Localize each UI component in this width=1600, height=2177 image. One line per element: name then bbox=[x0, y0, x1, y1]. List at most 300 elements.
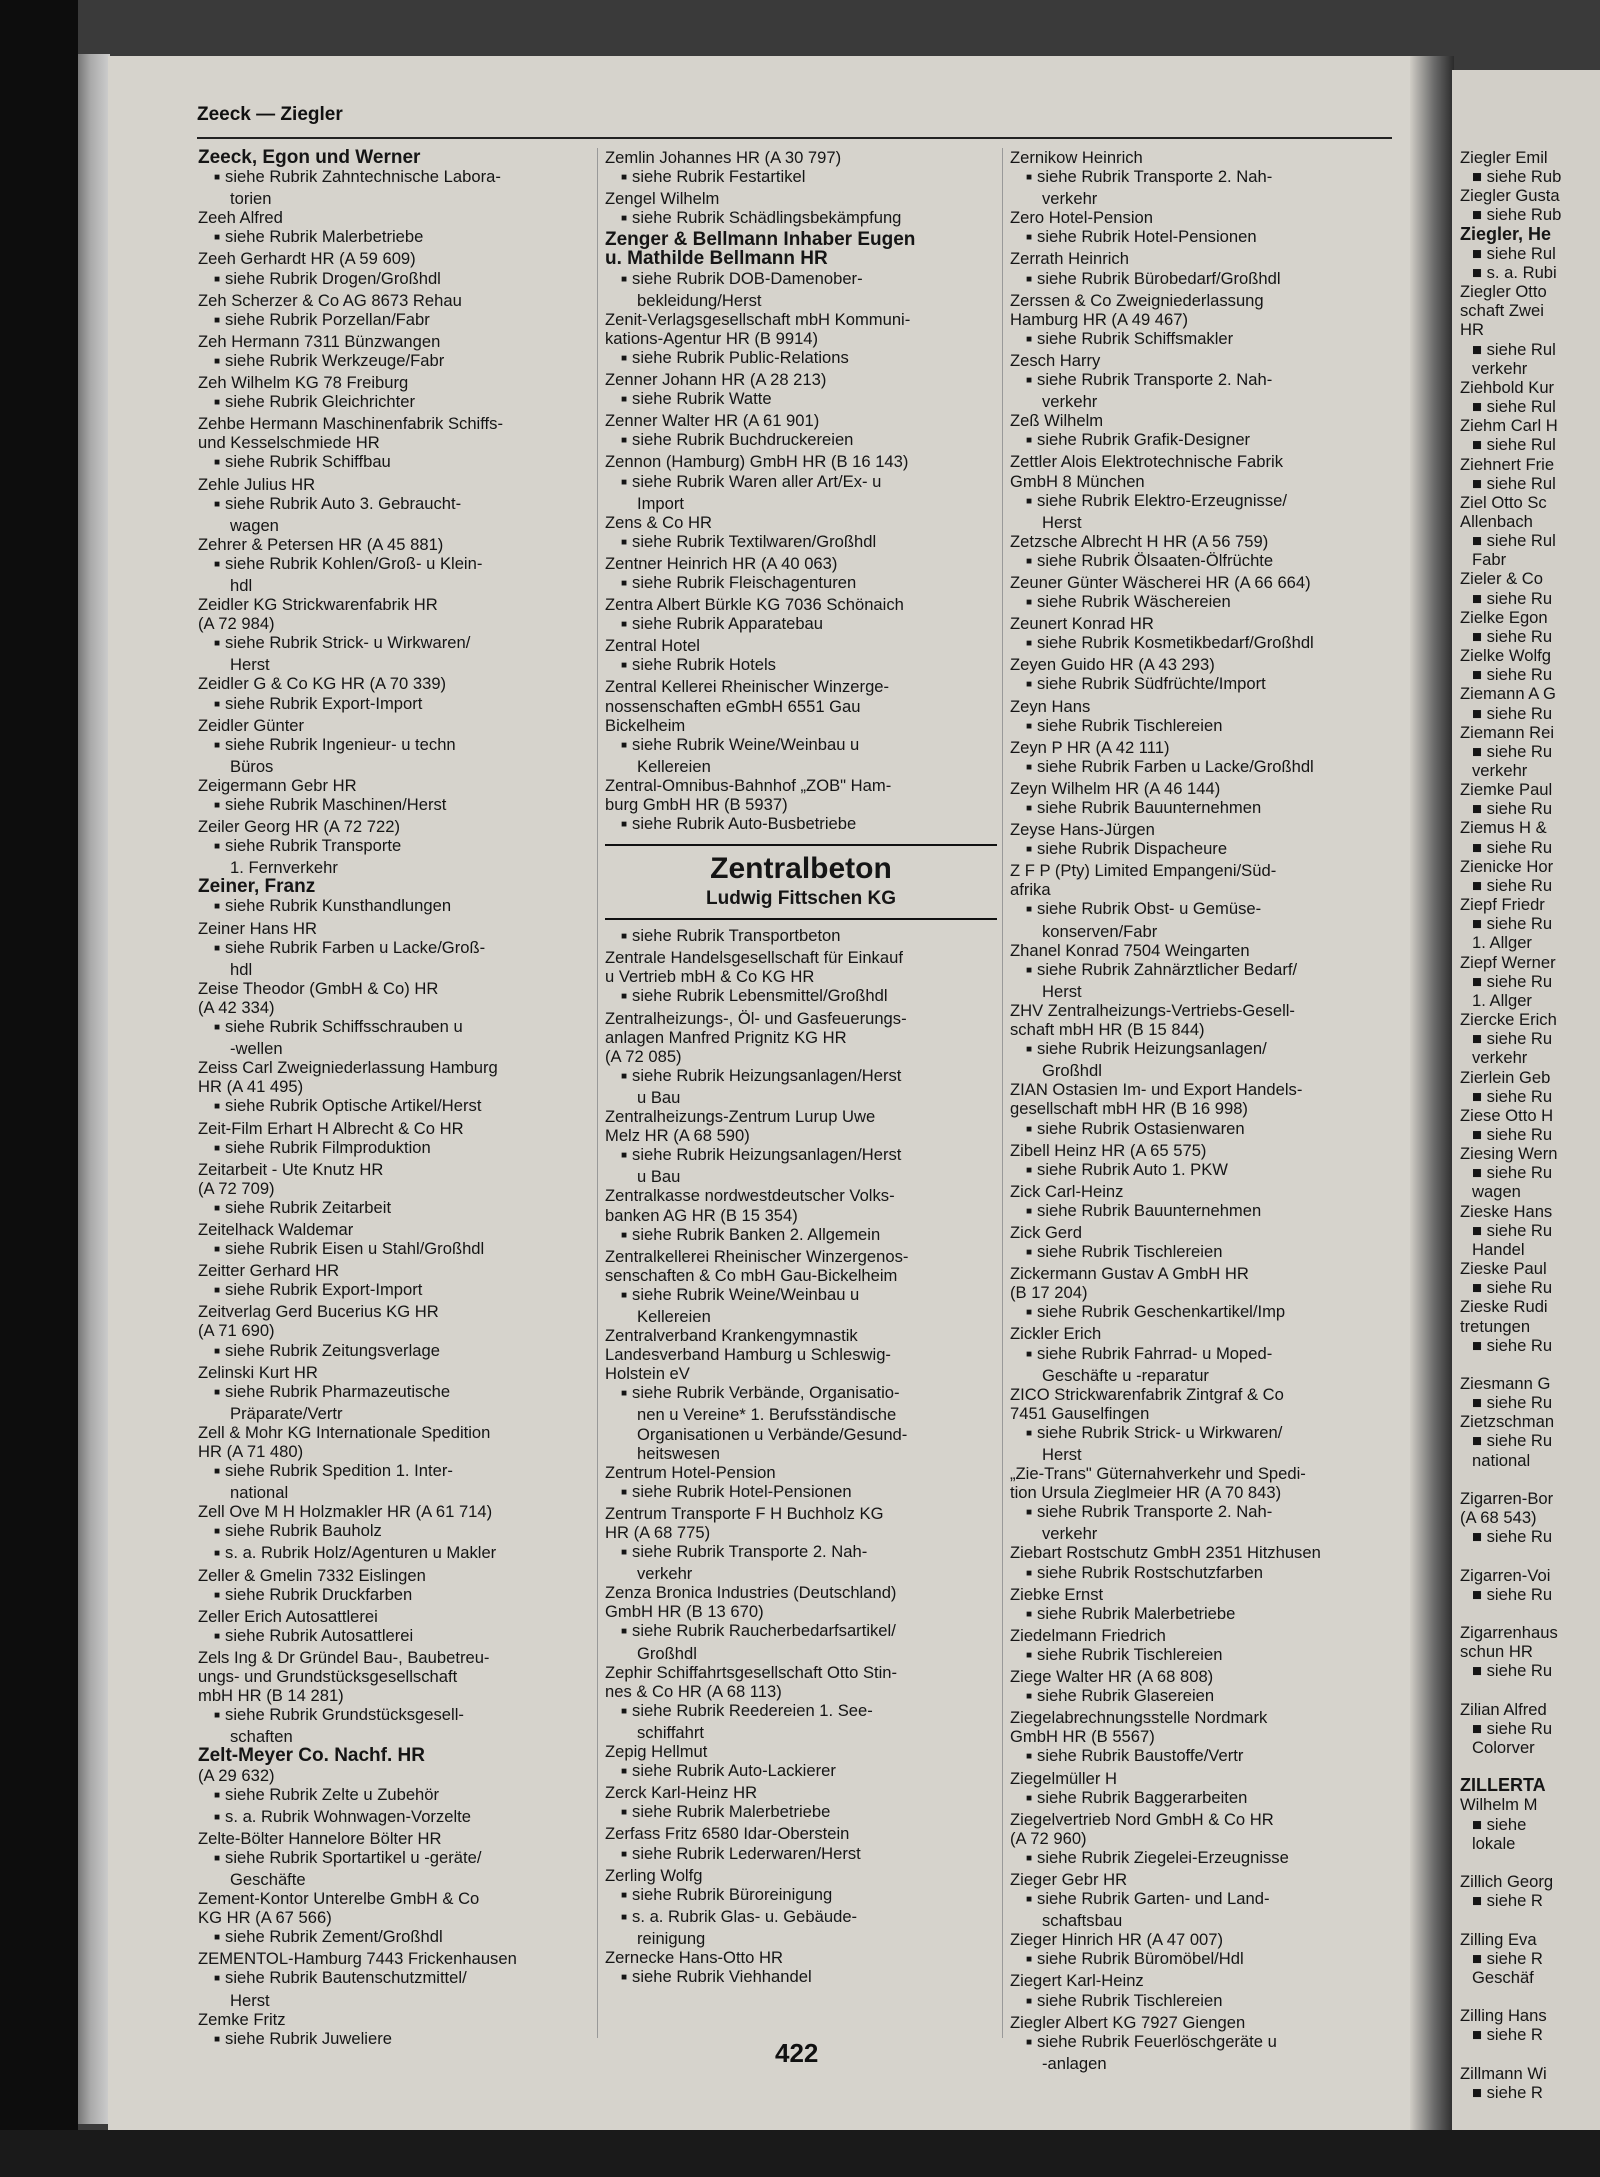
directory-entry: Zeyn P HR (A 42 111) bbox=[1010, 737, 1170, 757]
facing-page-line: Fabr bbox=[1472, 550, 1507, 570]
directory-entry: Zeeck, Egon und Werner bbox=[198, 147, 421, 168]
facing-page-line: Zietzschman bbox=[1460, 1412, 1555, 1432]
rubric-reference: ■ siehe Rubrik Grafik-Designer bbox=[1010, 430, 1400, 452]
facing-page-line bbox=[1460, 1470, 1561, 1489]
directory-entry: Ziegler Albert KG 7927 Giengen bbox=[1010, 2012, 1246, 2032]
rubric-reference: ■ siehe Rubrik Feuerlöschgeräte u bbox=[1010, 2032, 1400, 2054]
rubric-reference: ■ siehe Rubrik Export-Import bbox=[198, 1280, 588, 1302]
facing-page-line: Zigarren-Bor bbox=[1460, 1488, 1554, 1508]
rubric-reference: ■ siehe Rubrik Malerbetriebe bbox=[1010, 1604, 1400, 1626]
directory-entry: Zehrer & Petersen HR (A 45 881) bbox=[198, 534, 444, 554]
entry-continuation: verkehr bbox=[1042, 1524, 1098, 1544]
directory-entry: Zerfass Fritz 6580 Idar-Oberstein bbox=[605, 1824, 850, 1844]
directory-entry: Zeitter Gerhard HR bbox=[198, 1261, 340, 1281]
facing-page-line: ■ siehe Ru bbox=[1472, 914, 1553, 934]
directory-entry: tion Ursula Zieglmeier HR (A 70 843) bbox=[1010, 1483, 1282, 1503]
directory-entry: Zibell Heinz HR (A 65 575) bbox=[1010, 1140, 1207, 1160]
facing-page-line: Ziese Otto H bbox=[1460, 1105, 1554, 1125]
rubric-reference: ■ siehe Rubrik Hotel-Pensionen bbox=[1010, 227, 1400, 249]
entry-continuation: reinigung bbox=[637, 1928, 706, 1948]
rubric-reference: ■ siehe Rubrik Watte bbox=[605, 389, 997, 411]
facing-page-line: Ziegler Otto bbox=[1460, 282, 1547, 302]
directory-entry: Zentra Albert Bürkle KG 7036 Schönaich bbox=[605, 595, 904, 615]
scan-bottom-border bbox=[0, 2130, 1600, 2177]
facing-page-line: ■ siehe Ru bbox=[1472, 588, 1553, 608]
directory-entry: KG HR (A 67 566) bbox=[198, 1908, 332, 1928]
entry-continuation: heitswesen bbox=[637, 1443, 721, 1463]
rubric-reference: ■ siehe Rubrik Transportbeton bbox=[605, 926, 997, 948]
facing-page-line: Zierlein Geb bbox=[1460, 1067, 1551, 1087]
directory-entry: Zentral Kellerei Rheinischer Winzerge- bbox=[605, 677, 890, 697]
rubric-reference: ■ siehe Rubrik Wäschereien bbox=[1010, 592, 1400, 614]
directory-entry: Zetzsche Albrecht H HR (A 56 759) bbox=[1010, 531, 1269, 551]
directory-entry: ZEMENTOL-Hamburg 7443 Frickenhausen bbox=[198, 1949, 517, 1969]
directory-entry: (A 72 085) bbox=[605, 1046, 682, 1066]
facing-page-line: ■ siehe R bbox=[1472, 1948, 1543, 1968]
facing-page-line: ■ siehe Ru bbox=[1472, 1718, 1553, 1738]
rubric-reference: ■ siehe Rubrik Zeitungsverlage bbox=[198, 1341, 588, 1363]
facing-page-line: Ziemann Rei bbox=[1460, 722, 1555, 742]
directory-entry: Ziedelmann Friedrich bbox=[1010, 1625, 1166, 1645]
directory-entry: anlagen Manfred Prignitz KG HR bbox=[605, 1027, 847, 1047]
rubric-reference: ■ siehe Rubrik Ostasienwaren bbox=[1010, 1119, 1400, 1141]
column-divider bbox=[597, 148, 598, 2038]
rubric-reference: ■ siehe Rubrik Gleichrichter bbox=[198, 392, 588, 414]
directory-entry: Z F P (Pty) Limited Empangeni/Süd- bbox=[1010, 861, 1277, 881]
facing-page-line: 1. Allger bbox=[1472, 990, 1532, 1010]
entry-continuation: Geschäfte bbox=[230, 1869, 306, 1889]
facing-page-line: ■ siehe Rul bbox=[1472, 531, 1556, 551]
facing-page-line: Zieske Paul bbox=[1460, 1259, 1547, 1279]
facing-page-line: ■ siehe Ru bbox=[1472, 1163, 1553, 1183]
rubric-reference: ■ siehe Rubrik Transporte 2. Nah- bbox=[605, 1542, 997, 1564]
rubric-reference: ■ siehe Rubrik Fleischagenturen bbox=[605, 573, 997, 595]
directory-entry: Ziege Walter HR (A 68 808) bbox=[1010, 1667, 1214, 1687]
facing-page-line: ■ siehe Rul bbox=[1472, 243, 1556, 263]
directory-entry: Zerssen & Co Zweigniederlassung bbox=[1010, 290, 1264, 310]
rubric-reference: ■ siehe Rubrik Büromöbel/Hdl bbox=[1010, 1949, 1400, 1971]
facing-page-line: Zillmann Wi bbox=[1460, 2063, 1547, 2083]
directory-entry: Zehle Julius HR bbox=[198, 474, 316, 494]
entry-continuation: u Bau bbox=[637, 1167, 681, 1187]
directory-entry: Zeunert Konrad HR bbox=[1010, 614, 1154, 634]
entry-continuation: Geschäfte u -reparatur bbox=[1042, 1365, 1209, 1385]
facing-page-line: ■ s. a. Rubi bbox=[1472, 262, 1557, 282]
column-2 bbox=[605, 148, 997, 1989]
book-gutter bbox=[1410, 56, 1454, 2130]
facing-page-line: (A 68 543) bbox=[1460, 1508, 1537, 1528]
directory-entry: Zeitarbeit - Ute Knutz HR bbox=[198, 1159, 384, 1179]
facing-page-line: Ziepf Friedr bbox=[1460, 895, 1545, 915]
rubric-reference: ■ siehe Rubrik Raucherbedarfsartikel/ bbox=[605, 1621, 997, 1643]
directory-entry: Zepig Hellmut bbox=[605, 1742, 708, 1762]
directory-entry: Zeller & Gmelin 7332 Eislingen bbox=[198, 1565, 426, 1585]
rubric-reference: ■ siehe Rubrik Schiffsschrauben u bbox=[198, 1017, 588, 1039]
directory-entry: Zenger & Bellmann Inhaber Eugen bbox=[605, 229, 916, 251]
facing-page-line: ■ siehe Ru bbox=[1472, 1029, 1553, 1049]
entry-continuation: wagen bbox=[230, 515, 279, 535]
directory-entry: Zickermann Gustav A GmbH HR bbox=[1010, 1264, 1249, 1284]
directory-entry: Melz HR (A 68 590) bbox=[605, 1126, 750, 1146]
directory-entry: Zentralheizungs-, Öl- und Gasfeuerungs- bbox=[605, 1008, 907, 1028]
directory-entry: Zeuner Günter Wäscherei HR (A 66 664) bbox=[1010, 572, 1311, 592]
directory-entry: Zernikow Heinrich bbox=[1010, 148, 1143, 167]
directory-entry: Zick Carl-Heinz bbox=[1010, 1181, 1124, 1201]
directory-entry: (B 17 204) bbox=[1010, 1283, 1088, 1303]
facing-page-line bbox=[1460, 1681, 1561, 1700]
rubric-reference: ■ siehe Rubrik Verbände, Organisatio- bbox=[605, 1383, 997, 1405]
rubric-reference: ■ siehe Rubrik Zahnärztlicher Bedarf/ bbox=[1010, 960, 1400, 982]
facing-page-line: ■ siehe bbox=[1472, 1814, 1527, 1834]
entry-continuation: Büros bbox=[230, 756, 274, 776]
facing-page-line bbox=[1460, 1355, 1561, 1374]
directory-entry: u Vertrieb mbH & Co KG HR bbox=[605, 967, 815, 987]
rubric-reference: ■ siehe Rubrik Baggerarbeiten bbox=[1010, 1788, 1400, 1810]
facing-page-line: ■ siehe R bbox=[1472, 2082, 1543, 2102]
entry-continuation: Großhdl bbox=[637, 1643, 697, 1663]
facing-page-line: ■ siehe Ru bbox=[1472, 626, 1553, 646]
directory-entry: Zeitelhack Waldemar bbox=[198, 1219, 354, 1239]
rubric-reference: ■ siehe Rubrik Werkzeuge/Fabr bbox=[198, 351, 588, 373]
rubric-reference: ■ siehe Rubrik Transporte bbox=[198, 836, 588, 858]
rubric-reference: ■ siehe Rubrik Malerbetriebe bbox=[198, 227, 588, 249]
directory-entry: Zentral-Omnibus-Bahnhof „ZOB" Ham- bbox=[605, 775, 892, 795]
entry-continuation: verkehr bbox=[1042, 392, 1098, 412]
rubric-reference: ■ siehe Rubrik Maschinen/Herst bbox=[198, 795, 588, 817]
rubric-reference: ■ siehe Rubrik Transporte 2. Nah- bbox=[1010, 167, 1400, 189]
directory-entry: „Zie-Trans" Güternahverkehr und Spedi- bbox=[1010, 1464, 1306, 1484]
facing-page-line: ■ siehe Ru bbox=[1472, 1431, 1553, 1451]
directory-entry: Zeß Wilhelm bbox=[1010, 411, 1104, 431]
rubric-reference: ■ siehe Rubrik Büroreinigung bbox=[605, 1885, 997, 1907]
directory-entry: Zelinski Kurt HR bbox=[198, 1362, 318, 1382]
rubric-reference: ■ siehe Rubrik Garten- und Land- bbox=[1010, 1889, 1400, 1911]
rubric-reference: ■ siehe Rubrik Schiffsmakler bbox=[1010, 329, 1400, 351]
facing-page-line bbox=[1460, 1987, 1561, 2006]
directory-entry: Holstein eV bbox=[605, 1364, 690, 1384]
entry-continuation: schaften bbox=[230, 1727, 293, 1747]
directory-entry: GmbH HR (B 5567) bbox=[1010, 1727, 1155, 1747]
directory-entry: (A 29 632) bbox=[198, 1765, 275, 1785]
directory-entry: Zerrath Heinrich bbox=[1010, 249, 1129, 269]
rubric-reference: ■ siehe Rubrik Transporte 2. Nah- bbox=[1010, 1502, 1400, 1524]
facing-page-line: ■ siehe Ru bbox=[1472, 799, 1553, 819]
book-page-edge bbox=[78, 54, 110, 2124]
facing-page-line: ■ siehe Rul bbox=[1472, 473, 1556, 493]
rubric-reference: ■ siehe Rubrik Viehhandel bbox=[605, 1967, 997, 1989]
entry-continuation: schaftsbau bbox=[1042, 1911, 1123, 1931]
facing-page-line: Zieske Rudi bbox=[1460, 1297, 1548, 1317]
rubric-reference: ■ siehe Rubrik Weine/Weinbau u bbox=[605, 1285, 997, 1307]
directory-entry: nes & Co HR (A 68 113) bbox=[605, 1681, 782, 1701]
rubric-reference: ■ siehe Rubrik Sportartikel u -geräte/ bbox=[198, 1848, 588, 1870]
facing-page-line: Zigarrenhaus bbox=[1460, 1623, 1558, 1643]
rubric-reference: ■ siehe Rubrik Heizungsanlagen/Herst bbox=[605, 1066, 997, 1088]
rubric-reference: ■ s. a. Rubrik Glas- u. Gebäude- bbox=[605, 1907, 997, 1929]
facing-page-line bbox=[1460, 1757, 1561, 1776]
directory-entry: (A 72 960) bbox=[1010, 1828, 1087, 1848]
directory-entry: Zennon (Hamburg) GmbH HR (B 16 143) bbox=[605, 452, 909, 472]
directory-entry: Zeyn Wilhelm HR (A 46 144) bbox=[1010, 778, 1221, 798]
directory-entry: Zesch Harry bbox=[1010, 350, 1101, 370]
directory-entry: Zentrale Handelsgesellschaft für Einkauf bbox=[605, 948, 903, 968]
rubric-reference: ■ siehe Rubrik Waren aller Art/Ex- u bbox=[605, 472, 997, 494]
rubric-reference: ■ siehe Rubrik Tischlereien bbox=[1010, 1991, 1400, 2013]
entry-continuation: hdl bbox=[230, 575, 253, 595]
directory-entry: Ziegelmüller H bbox=[1010, 1768, 1117, 1788]
directory-entry: Zenner Johann HR (A 28 213) bbox=[605, 370, 827, 390]
facing-page-line: 1. Allger bbox=[1472, 933, 1532, 953]
rubric-reference: ■ siehe Rubrik Heizungsanlagen/Herst bbox=[605, 1145, 997, 1167]
facing-page-line: Zienicke Hor bbox=[1460, 856, 1554, 876]
directory-entry: mbH HR (B 14 281) bbox=[198, 1686, 344, 1706]
facing-page-line: verkehr bbox=[1472, 761, 1528, 780]
rubric-reference: ■ siehe Rubrik Bauunternehmen bbox=[1010, 798, 1400, 820]
entry-continuation: schiffahrt bbox=[637, 1722, 705, 1742]
facing-page-line: Zillich Georg bbox=[1460, 1872, 1554, 1892]
rubric-reference: ■ siehe Rubrik Obst- u Gemüse- bbox=[1010, 899, 1400, 921]
facing-page-line: Ziemke Paul bbox=[1460, 780, 1553, 800]
rubric-reference: ■ siehe Rubrik Südfrüchte/Import bbox=[1010, 674, 1400, 696]
rubric-reference: ■ siehe Rubrik Druckfarben bbox=[198, 1585, 588, 1607]
directory-entry: Zieger Gebr HR bbox=[1010, 1869, 1128, 1889]
directory-entry: Zenza Bronica Industries (Deutschland) bbox=[605, 1583, 897, 1603]
directory-entry: Ziegelabrechnungsstelle Nordmark bbox=[1010, 1708, 1268, 1728]
page-number: 422 bbox=[775, 2038, 819, 2068]
facing-page-line: Zielke Egon bbox=[1460, 607, 1548, 627]
rubric-reference: ■ siehe Rubrik Schädlingsbekämpfung bbox=[605, 208, 997, 230]
directory-entry: Zeh Hermann 7311 Bünzwangen bbox=[198, 331, 441, 351]
directory-entry: (A 71 690) bbox=[198, 1321, 275, 1341]
rubric-reference: ■ siehe Rubrik Hotels bbox=[605, 655, 997, 677]
directory-entry: Zeidler Günter bbox=[198, 715, 305, 735]
directory-entry: Zeeh Gerhardt HR (A 59 609) bbox=[198, 249, 416, 269]
rubric-reference: ■ siehe Rubrik DOB-Damenober- bbox=[605, 269, 997, 291]
entry-continuation: Kellereien bbox=[637, 1306, 711, 1326]
rubric-reference: ■ siehe Rubrik Tischlereien bbox=[1010, 1645, 1400, 1667]
directory-entry: (A 72 709) bbox=[198, 1178, 275, 1198]
directory-entry: Zephir Schiffahrtsgesellschaft Otto Stin- bbox=[605, 1662, 898, 1682]
rubric-reference: ■ siehe Rubrik Autosattlerei bbox=[198, 1626, 588, 1648]
rubric-reference: ■ siehe Rubrik Baustoffe/Vertr bbox=[1010, 1746, 1400, 1768]
facing-page-line: Ziesing Wern bbox=[1460, 1144, 1558, 1164]
rubric-reference: ■ siehe Rubrik Weine/Weinbau u bbox=[605, 735, 997, 757]
facing-page-line: ■ siehe Ru bbox=[1472, 703, 1553, 723]
facing-page-line: ■ siehe Ru bbox=[1472, 837, 1553, 857]
directory-entry: Zerling Wolfg bbox=[605, 1865, 703, 1885]
entry-continuation: nen u Vereine* 1. Berufsständische bbox=[637, 1405, 897, 1425]
facing-page-line: Allenbach bbox=[1460, 511, 1533, 531]
directory-entry: Zeller Erich Autosattlerei bbox=[198, 1606, 378, 1626]
rubric-reference: ■ siehe Rubrik Rostschutzfarben bbox=[1010, 1563, 1400, 1585]
directory-entry: ZHV Zentralheizungs-Vertriebs-Gesell- bbox=[1010, 1000, 1295, 1020]
facing-page-line: Zigarren-Voi bbox=[1460, 1565, 1551, 1585]
directory-entry: Zemlin Johannes HR (A 30 797) bbox=[605, 148, 842, 167]
directory-entry: Zeiner Hans HR bbox=[198, 918, 317, 938]
directory-entry: Zeh Scherzer & Co AG 8673 Rehau bbox=[198, 290, 462, 310]
facing-page-line: ■ siehe Ru bbox=[1472, 1661, 1553, 1681]
directory-entry: Zeise Theodor (GmbH & Co) HR bbox=[198, 978, 439, 998]
directory-entry: Zernecke Hans-Otto HR bbox=[605, 1947, 783, 1967]
facing-page-line: Ziesmann G bbox=[1460, 1374, 1551, 1393]
directory-entry: schaft mbH HR (B 15 844) bbox=[1010, 1020, 1205, 1040]
directory-entry: und Kesselschmiede HR bbox=[198, 433, 380, 453]
rubric-reference: ■ siehe Rubrik Apparatebau bbox=[605, 614, 997, 636]
directory-entry: Zeitverlag Gerd Bucerius KG HR bbox=[198, 1302, 439, 1322]
directory-entry: Zement-Kontor Unterelbe GmbH & Co bbox=[198, 1889, 480, 1909]
rubric-reference: ■ siehe Rubrik Ziegelei-Erzeugnisse bbox=[1010, 1848, 1400, 1870]
directory-entry: HR (A 68 775) bbox=[605, 1523, 711, 1542]
facing-page-line: lokale bbox=[1472, 1833, 1516, 1853]
facing-page-line: ■ siehe Rul bbox=[1472, 435, 1556, 455]
facing-page-line: ■ siehe Ru bbox=[1472, 1393, 1553, 1413]
facing-page-line: Ziegler, He bbox=[1460, 223, 1552, 244]
directory-entry: Zell & Mohr KG Internationale Spedition bbox=[198, 1422, 491, 1442]
directory-entry: nossenschaften eGmbH 6551 Gau bbox=[605, 696, 861, 716]
rubric-reference: ■ siehe Rubrik Kunsthandlungen bbox=[198, 896, 588, 918]
rubric-reference: ■ siehe Rubrik Bauunternehmen bbox=[1010, 1201, 1400, 1223]
entry-continuation: Herst bbox=[1042, 1445, 1082, 1464]
directory-entry: Zeiss Carl Zweigniederlassung Hamburg bbox=[198, 1058, 498, 1078]
directory-entry: Hamburg HR (A 49 467) bbox=[1010, 309, 1189, 329]
rubric-reference: ■ siehe Rubrik Auto 1. PKW bbox=[1010, 1160, 1400, 1182]
directory-entry: HR (A 71 480) bbox=[198, 1442, 304, 1461]
entry-continuation: Import bbox=[637, 493, 685, 513]
directory-entry: senschaften & Co mbH Gau-Bickelheim bbox=[605, 1265, 898, 1285]
rubric-reference: ■ siehe Rubrik Bürobedarf/Großhdl bbox=[1010, 269, 1400, 291]
rubric-reference: ■ s. a. Rubrik Holz/Agenturen u Makler bbox=[198, 1543, 588, 1565]
rubric-reference: ■ siehe Rubrik Tischlereien bbox=[1010, 716, 1400, 738]
column-3 bbox=[1010, 148, 1400, 2073]
directory-entry: Ziebart Rostschutz GmbH 2351 Hitzhusen bbox=[1010, 1543, 1321, 1563]
facing-page-line: schaft Zwei bbox=[1460, 301, 1544, 321]
directory-entry: Zeyen Guido HR (A 43 293) bbox=[1010, 655, 1215, 675]
directory-entry: (A 72 984) bbox=[198, 614, 275, 634]
rubric-reference: ■ siehe Rubrik Lederwaren/Herst bbox=[605, 1844, 997, 1866]
facing-page-line: HR bbox=[1460, 320, 1484, 340]
rubric-reference: ■ siehe Rubrik Ölsaaten-Ölfrüchte bbox=[1010, 551, 1400, 573]
facing-page-line: Ziemann A G bbox=[1460, 684, 1556, 704]
rubric-reference: ■ siehe Rubrik Pharmazeutische bbox=[198, 1382, 588, 1404]
rubric-reference: ■ siehe Rubrik Festartikel bbox=[605, 167, 997, 189]
directory-entry: Zeidler G & Co KG HR (A 70 339) bbox=[198, 674, 447, 694]
entry-continuation: -wellen bbox=[230, 1039, 283, 1059]
directory-entry: 7451 Gauselfingen bbox=[1010, 1403, 1150, 1423]
entry-continuation: verkehr bbox=[637, 1564, 693, 1584]
facing-page-line: ■ siehe Rub bbox=[1472, 205, 1562, 225]
rubric-reference: ■ siehe Rubrik Kosmetikbedarf/Großhdl bbox=[1010, 633, 1400, 655]
facing-page-line: ■ siehe Ru bbox=[1472, 1220, 1553, 1240]
facing-page-line: Zilian Alfred bbox=[1460, 1699, 1547, 1719]
directory-entry: Ziebke Ernst bbox=[1010, 1584, 1104, 1604]
facing-page-line: ■ siehe Ru bbox=[1472, 875, 1553, 895]
directory-entry: Zick Gerd bbox=[1010, 1222, 1082, 1242]
directory-entry: ZIAN Ostasien Im- und Export Handels- bbox=[1010, 1080, 1303, 1100]
directory-entry: Zentrum Hotel-Pension bbox=[605, 1462, 776, 1482]
facing-page-line bbox=[1460, 1546, 1561, 1565]
directory-entry: Zerck Karl-Heinz HR bbox=[605, 1783, 758, 1803]
directory-entry: Zeeh Alfred bbox=[198, 208, 283, 228]
directory-entry: Zentral Hotel bbox=[605, 636, 700, 656]
facing-page-line bbox=[1460, 1853, 1561, 1872]
directory-entry: Zieger Hinrich HR (A 47 007) bbox=[1010, 1930, 1224, 1950]
rubric-reference: ■ siehe Rubrik Ingenieur- u techn bbox=[198, 735, 588, 757]
rubric-reference: ■ siehe Rubrik Farben u Lacke/Groß- bbox=[198, 938, 588, 960]
advert-box bbox=[605, 844, 997, 920]
rubric-reference: ■ siehe Rubrik Elektro-Erzeugnisse/ bbox=[1010, 491, 1400, 513]
rubric-reference: ■ siehe Rubrik Strick- u Wirkwaren/ bbox=[198, 633, 588, 655]
facing-page-line: Ziehm Carl H bbox=[1460, 416, 1558, 436]
entry-continuation: konserven/Fabr bbox=[1042, 921, 1158, 941]
rubric-reference: ■ siehe Rubrik Auto-Lackierer bbox=[605, 1761, 997, 1783]
directory-entry: Landesverband Hamburg u Schleswig- bbox=[605, 1345, 891, 1365]
directory-entry: Zeyn Hans bbox=[1010, 696, 1091, 716]
scan-dark-border bbox=[0, 0, 78, 2177]
directory-entry: GmbH HR (B 13 670) bbox=[605, 1602, 764, 1622]
rubric-reference: ■ s. a. Rubrik Wohnwagen-Vorzelte bbox=[198, 1807, 588, 1829]
directory-entry: Zehbe Hermann Maschinenfabrik Schiffs- bbox=[198, 414, 503, 434]
directory-entry: Zemke Fritz bbox=[198, 2009, 286, 2029]
rubric-reference: ■ siehe Rubrik Strick- u Wirkwaren/ bbox=[1010, 1423, 1400, 1445]
rubric-reference: ■ siehe Rubrik Transporte 2. Nah- bbox=[1010, 370, 1400, 392]
entry-continuation: hdl bbox=[230, 959, 253, 979]
directory-entry: banken AG HR (B 15 354) bbox=[605, 1205, 798, 1225]
directory-entry: Zeh Wilhelm KG 78 Freiburg bbox=[198, 373, 409, 393]
directory-entry: ungs- und Grundstücksgesellschaft bbox=[198, 1667, 458, 1687]
facing-page-line: ■ siehe Ru bbox=[1472, 665, 1553, 685]
rubric-reference: ■ siehe Rubrik Tischlereien bbox=[1010, 1242, 1400, 1264]
directory-entry: Zeiler Georg HR (A 72 722) bbox=[198, 817, 400, 837]
rubric-reference: ■ siehe Rubrik Farben u Lacke/Großhdl bbox=[1010, 757, 1400, 779]
entry-continuation: u Bau bbox=[637, 1087, 681, 1107]
advert-title: Zentralbeton bbox=[710, 852, 892, 886]
directory-entry: Zero Hotel-Pension bbox=[1010, 208, 1153, 228]
rubric-reference: ■ siehe Rubrik Drogen/Großhdl bbox=[198, 269, 588, 291]
directory-entry: Zenner Walter HR (A 61 901) bbox=[605, 411, 820, 431]
rubric-reference: ■ siehe Rubrik Porzellan/Fabr bbox=[198, 310, 588, 332]
entry-continuation: Kellereien bbox=[637, 756, 711, 776]
facing-page-line: Ziehnert Frie bbox=[1460, 454, 1555, 474]
directory-entry: Zeiner, Franz bbox=[198, 876, 316, 898]
entry-continuation: Herst bbox=[1042, 512, 1082, 532]
rubric-reference: ■ siehe Rubrik Textilwaren/Großhdl bbox=[605, 532, 997, 554]
directory-entry: Zhanel Konrad 7504 Weingarten bbox=[1010, 940, 1250, 960]
facing-page-line: Handel bbox=[1472, 1239, 1525, 1259]
entry-continuation: bekleidung/Herst bbox=[637, 290, 762, 310]
directory-entry: Ziegelvertrieb Nord GmbH & Co HR bbox=[1010, 1809, 1274, 1829]
facing-page-line: Ziercke Erich bbox=[1460, 1010, 1557, 1030]
rubric-reference: ■ siehe Rubrik Reedereien 1. See- bbox=[605, 1701, 997, 1723]
facing-page-line: Zilling Eva bbox=[1460, 1929, 1537, 1949]
directory-entry: Zens & Co HR bbox=[605, 512, 712, 532]
directory-entry: Zell Ove M H Holzmakler HR (A 61 714) bbox=[198, 1502, 493, 1522]
column-divider bbox=[1002, 148, 1003, 2038]
facing-page-line: ■ siehe Ru bbox=[1472, 1086, 1553, 1106]
facing-page-line: Geschäf bbox=[1472, 1967, 1534, 1987]
entry-continuation: Herst bbox=[1042, 981, 1082, 1001]
facing-page-line: Ziegler Emil bbox=[1460, 148, 1548, 167]
column-1 bbox=[198, 148, 588, 2051]
entry-continuation: Herst bbox=[230, 1990, 270, 2010]
directory-entry: burg GmbH HR (B 5937) bbox=[605, 795, 788, 814]
entry-continuation: -anlagen bbox=[1042, 2053, 1107, 2073]
facing-page-line: Zielke Wolfg bbox=[1460, 646, 1551, 666]
directory-entry: Zentralheizungs-Zentrum Lurup Uwe bbox=[605, 1107, 876, 1127]
rubric-reference: ■ siehe Rubrik Auto-Busbetriebe bbox=[605, 814, 997, 836]
entry-continuation: Präparate/Vertr bbox=[230, 1403, 343, 1423]
facing-page-line: ■ siehe Ru bbox=[1472, 1584, 1553, 1604]
rubric-reference: ■ siehe Rubrik Auto 3. Gebraucht- bbox=[198, 494, 588, 516]
